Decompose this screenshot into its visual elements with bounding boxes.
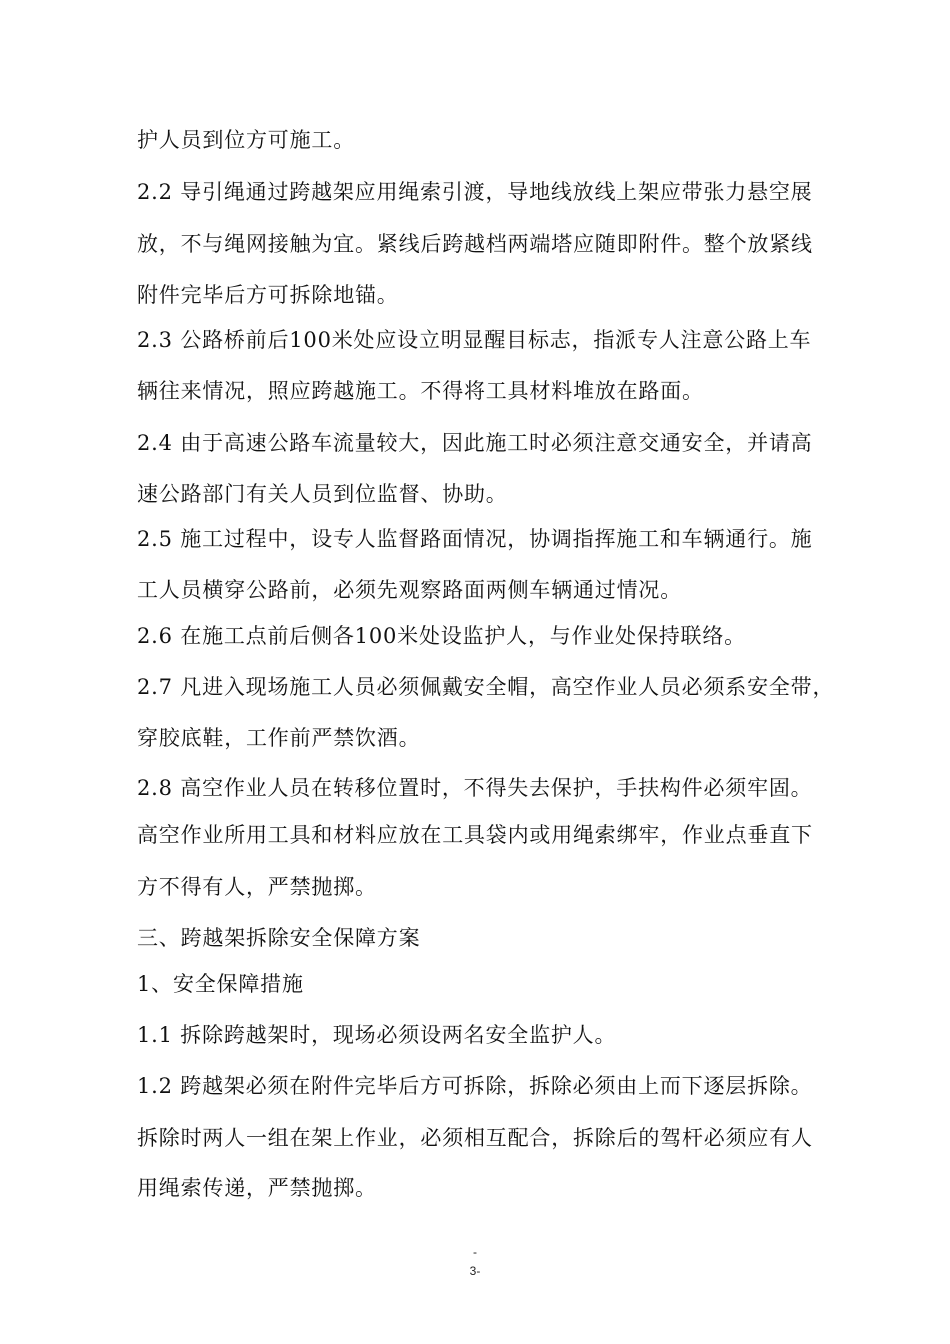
text-line: 1.2 跨越架必须在附件完毕后方可拆除，拆除必须由上而下逐层拆除。 [137, 1074, 813, 1098]
text-line: 附件完毕后方可拆除地锚。 [137, 283, 399, 307]
text-line: 2.4 由于高速公路车流量较大，因此施工时必须注意交通安全，并请高 [137, 431, 813, 455]
text-line: 方不得有人，严禁抛掷。 [137, 875, 377, 899]
text-line: 2.8 高空作业人员在转移位置时，不得失去保护，手扶构件必须牢固。 [137, 776, 813, 800]
text-line: 用绳索传递，严禁抛掷。 [137, 1176, 377, 1200]
page-number: 3- [469, 1264, 481, 1278]
text-line: 护人员到位方可施工。 [137, 128, 355, 152]
text-line: 2.6 在施工点前后侧各100米处设监护人，与作业处保持联络。 [137, 624, 746, 648]
footer-dash: - [473, 1245, 477, 1259]
text-line: 2.3 公路桥前后100米处应设立明显醒目标志，指派专人注意公路上车 [137, 328, 812, 352]
text-line: 高空作业所用工具和材料应放在工具袋内或用绳索绑牢，作业点垂直下 [137, 823, 813, 847]
text-line: 辆往来情况，照应跨越施工。不得将工具材料堆放在路面。 [137, 379, 704, 403]
text-line: 速公路部门有关人员到位监督、协助。 [137, 482, 508, 506]
text-line: 工人员横穿公路前，必须先观察路面两侧车辆通过情况。 [137, 578, 682, 602]
text-line: 2.5 施工过程中，设专人监督路面情况，协调指挥施工和车辆通行。施 [137, 527, 813, 551]
text-line: 2.2 导引绳通过跨越架应用绳索引渡，导地线放线上架应带张力悬空展 [137, 180, 813, 204]
text-line: 1.1 拆除跨越架时，现场必须设两名安全监护人。 [137, 1023, 617, 1047]
text-line: 放，不与绳网接触为宜。紧线后跨越档两端塔应随即附件。整个放紧线 [137, 232, 813, 256]
text-line: 2.7 凡进入现场施工人员必须佩戴安全帽，高空作业人员必须系安全带， [137, 675, 835, 699]
section-heading: 三、跨越架拆除安全保障方案 [137, 926, 421, 950]
subsection-heading: 1、安全保障措施 [137, 972, 304, 996]
text-line: 穿胶底鞋，工作前严禁饮酒。 [137, 726, 421, 750]
text-line: 拆除时两人一组在架上作业，必须相互配合，拆除后的驾杆必须应有人 [137, 1126, 813, 1150]
